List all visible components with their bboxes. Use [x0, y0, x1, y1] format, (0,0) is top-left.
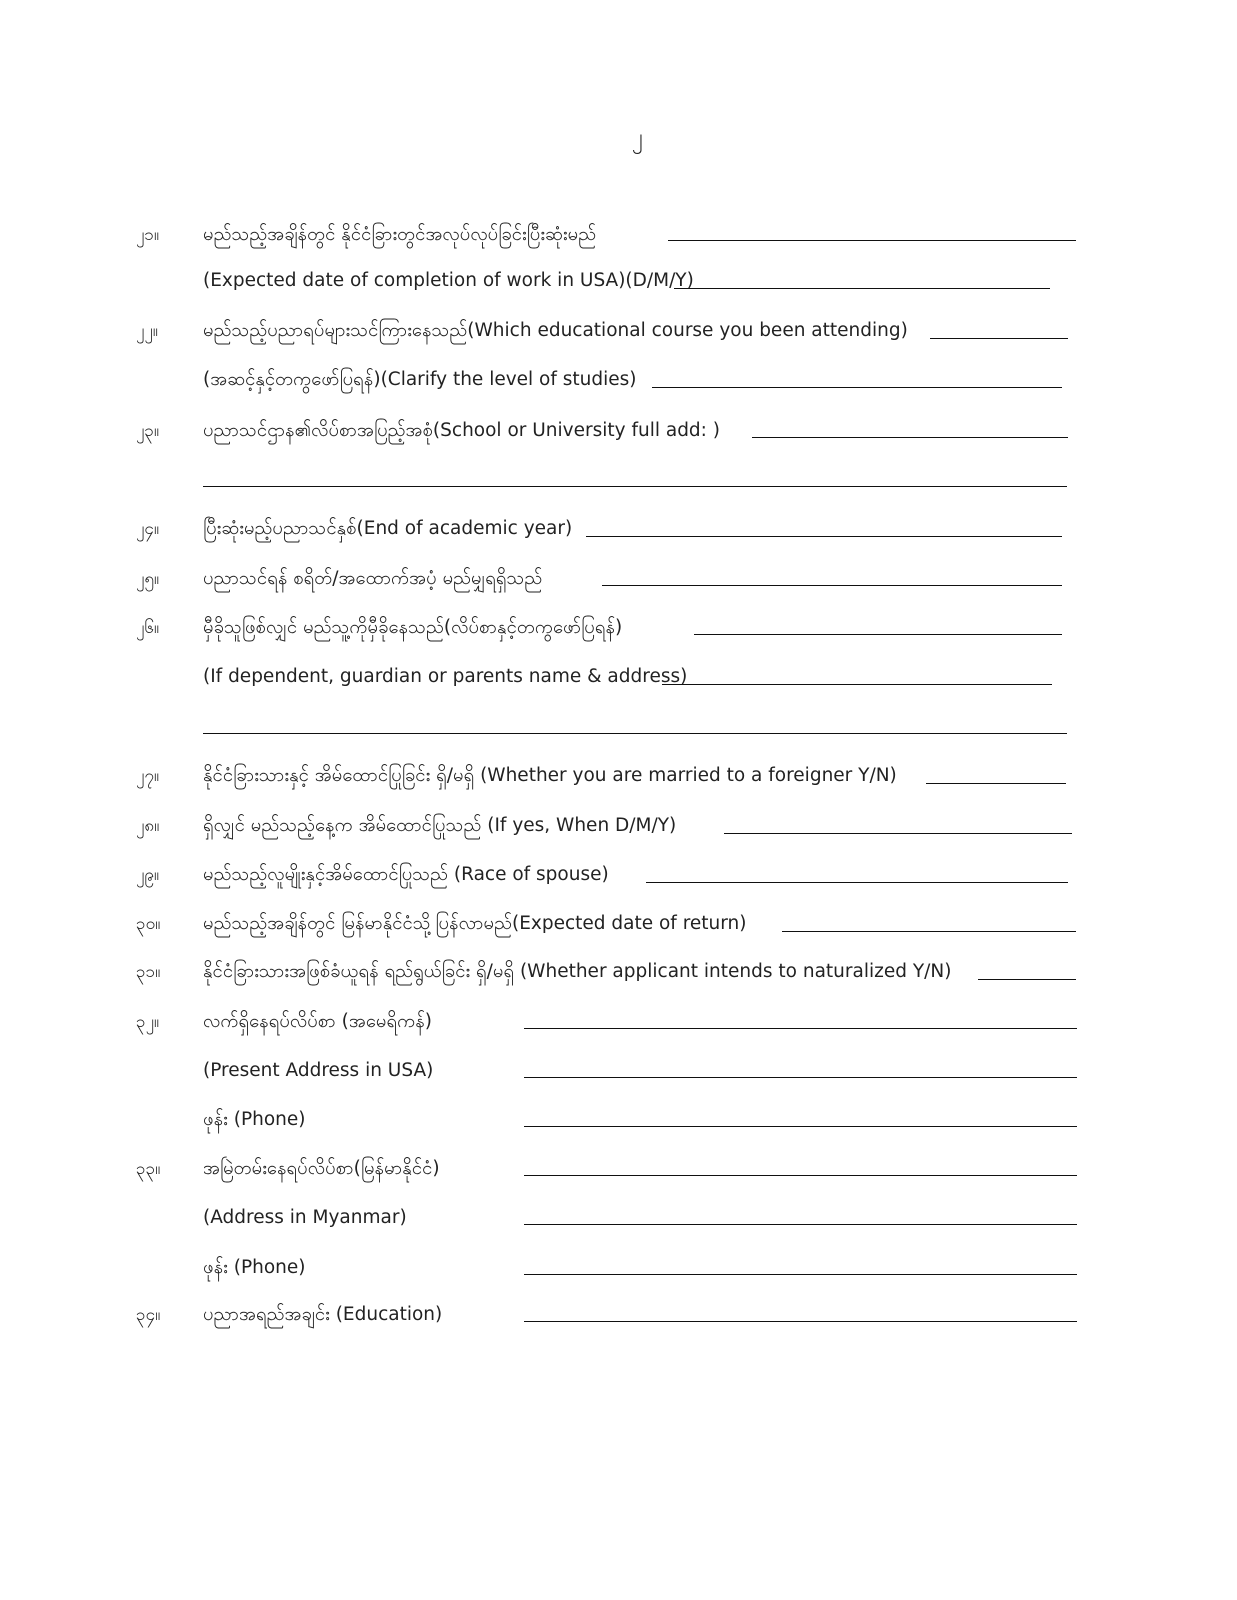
fill-line[interactable]: [694, 634, 1062, 635]
item-number: ၃၃။: [136, 1159, 161, 1179]
item-number: ၂၈။: [136, 816, 160, 836]
form-row: [0, 318, 1237, 348]
form-row: [0, 911, 1237, 941]
item-number: ၃၀။: [136, 914, 161, 934]
fill-line[interactable]: [524, 1028, 1077, 1029]
item-number: ၂၉။: [136, 865, 160, 885]
field-label: (အဆင့်နှင့်တကွဖော်ပြရန်)(Clarify the level of studies): [203, 369, 637, 390]
fill-line[interactable]: [602, 585, 1062, 586]
form-row: [0, 367, 1237, 397]
field-label: ဖုန်း (Phone): [203, 1109, 306, 1130]
fill-line[interactable]: [586, 536, 1062, 537]
form-row: [0, 566, 1237, 596]
fill-line[interactable]: [674, 288, 1050, 289]
fill-line[interactable]: [782, 931, 1076, 932]
fill-line[interactable]: [652, 387, 1062, 388]
field-label: ရှိလျှင် မည်သည့်နေ့က အိမ်ထောင်ပြုသည် (If yes, When D/M/Y): [203, 815, 677, 836]
field-label: ပညာသင်ရန် စရိတ်/အထောက်အပံ့ မည်မျှရရှိသည်: [203, 568, 543, 589]
field-label: လက်ရှိနေရပ်လိပ်စာ (အမေရိကန်): [203, 1011, 432, 1032]
field-label: (Expected date of completion of work in USA)(D/M/Y): [203, 270, 694, 291]
form-row: [0, 813, 1237, 843]
form-row: [0, 1302, 1237, 1332]
item-number: ၃၄။: [136, 1305, 161, 1325]
form-row: [0, 268, 1237, 298]
fill-line[interactable]: [524, 1126, 1077, 1127]
fill-line[interactable]: [524, 1274, 1077, 1275]
field-label: မည်သည့်ပညာရပ်များသင်ကြားနေသည်(Which educational course you been attending): [203, 320, 908, 341]
field-label: မှီခိုသူဖြစ်လျှင် မည်သူ့ကိုမှီခိုနေသည်(လိပ်စာနှင့်တကွဖော်ပြရန်): [203, 617, 623, 638]
form-row: [0, 418, 1237, 448]
field-label: ပညာအရည်အချင်း (Education): [203, 1304, 443, 1325]
field-label: မည်သည့်အချိန်တွင် နိုင်ငံခြားတွင်အလုပ်လုပ်ခြင်းပြီးဆုံးမည်: [203, 224, 597, 245]
fill-line[interactable]: [203, 733, 1067, 734]
form-row: [0, 1255, 1237, 1285]
fill-line[interactable]: [926, 783, 1066, 784]
item-number: ၂၇။: [136, 766, 160, 786]
item-number: ၂၄။: [136, 519, 160, 539]
form-row: [0, 763, 1237, 793]
fill-line[interactable]: [752, 437, 1068, 438]
fill-line[interactable]: [203, 486, 1067, 487]
item-number: ၂၁။: [136, 225, 160, 245]
fill-line[interactable]: [524, 1175, 1077, 1176]
field-label: မည်သည့်အချိန်တွင် မြန်မာနိုင်ငံသို့ပြန်လာမည်(Expected date of return): [203, 913, 747, 934]
fill-line[interactable]: [978, 979, 1076, 980]
item-number: ၂၅။: [136, 569, 160, 589]
field-label: အမြဲတမ်းနေရပ်လိပ်စာ(မြန်မာနိုင်ငံ): [203, 1158, 440, 1179]
field-label: (Present Address in USA): [203, 1060, 434, 1081]
form-row: [0, 664, 1237, 694]
field-label: နိုင်ငံခြားသားနှင့် အိမ်ထောင်ပြုခြင်း ရှိ/မရှိ (Whether you are married to a foreigner Y/N): [203, 765, 897, 786]
form-row: [0, 222, 1237, 252]
item-number: ၃၁။: [136, 962, 161, 982]
field-label: ဖုန်း (Phone): [203, 1257, 306, 1278]
form-row: [0, 1205, 1237, 1235]
form-row: [0, 1009, 1237, 1039]
form-row: [0, 1058, 1237, 1088]
page-number: ၂: [632, 125, 643, 150]
fill-line[interactable]: [524, 1321, 1077, 1322]
form-row: [0, 1107, 1237, 1137]
fill-line[interactable]: [524, 1224, 1077, 1225]
form-row: [0, 516, 1237, 546]
field-label: (Address in Myanmar): [203, 1207, 407, 1228]
field-label: ပြီးဆုံးမည့်ပညာသင်နှစ်(End of academic year): [203, 518, 573, 539]
fill-line[interactable]: [930, 338, 1068, 339]
field-label: (If dependent, guardian or parents name & address): [203, 666, 688, 687]
field-label: မည်သည့်လူမျိုးနှင့်အိမ်ထောင်ပြုသည် (Race of spouse): [203, 864, 609, 885]
item-number: ၂၂။: [136, 321, 158, 341]
item-number: ၂၆။: [136, 618, 160, 638]
form-row: [0, 959, 1237, 989]
form-row: [0, 862, 1237, 892]
fill-line[interactable]: [668, 240, 1076, 241]
fill-line[interactable]: [524, 1077, 1077, 1078]
item-number: ၃၂။: [136, 1012, 160, 1032]
fill-line[interactable]: [662, 684, 1052, 685]
field-label: ပညာသင်ဌာန၏လိပ်စာအပြည့်အစုံ(School or University full add: ): [203, 420, 721, 441]
field-label: နိုင်ငံခြားသားအဖြစ်ခံယူရန် ရည်ရွယ်ခြင်း ရှိ/မရှိ (Whether applicant intends to naturalized Y/N): [203, 961, 952, 982]
fill-line[interactable]: [646, 882, 1068, 883]
form-row: [0, 615, 1237, 645]
item-number: ၂၃။: [136, 421, 160, 441]
form-row: [0, 1156, 1237, 1186]
fill-line[interactable]: [724, 833, 1072, 834]
